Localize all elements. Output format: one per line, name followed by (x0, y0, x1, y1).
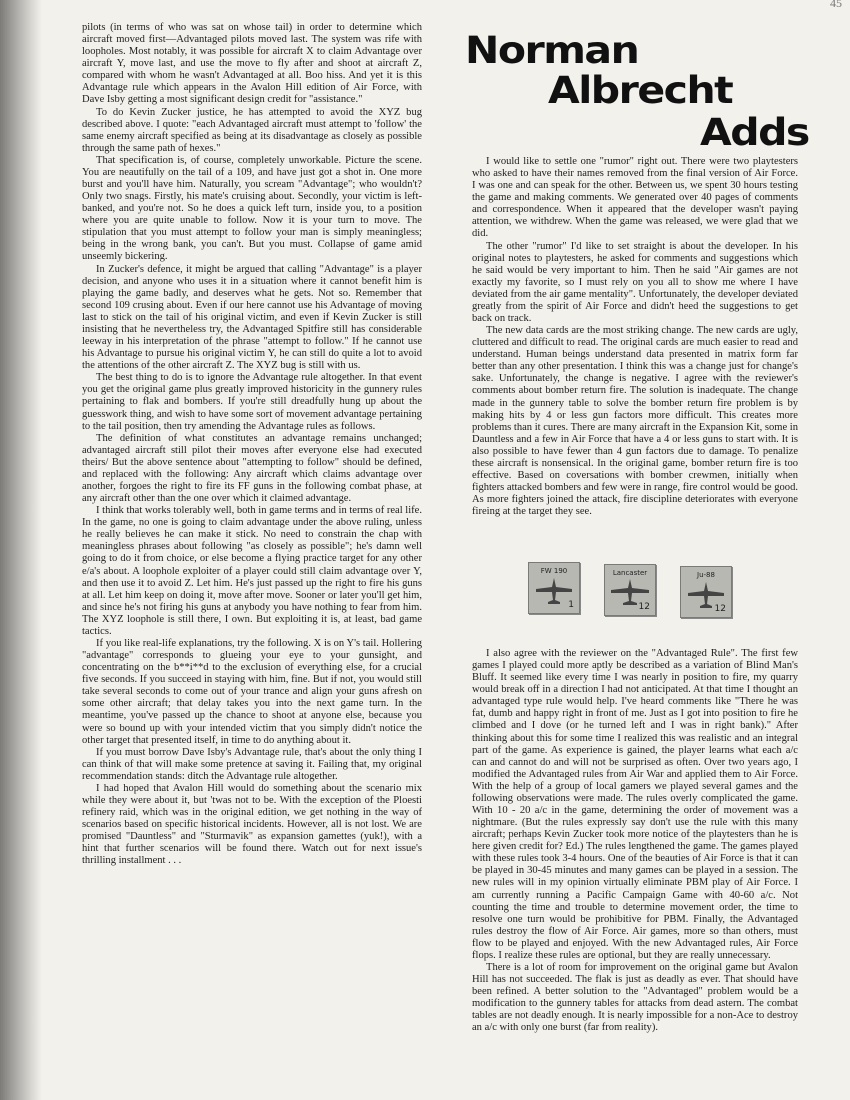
paragraph: The new data cards are the most striking change. The new cards are ugly, cluttered and difficult to read. The original cards are much easier to read and understand. Human beings understand data presented in matrix form far better than any other presentation. I think this was a change just for change's sake. Unfortunately, the change is negative. I agree with the reviewer's comments about bomber return fire. The solution is inadequate. The change made in the gunnery table to solve the bomber return fire problem is by making hits by 4 or less gun factors more difficult. This creates more problems than it cures. There are many aircraft in the Expansion Kit, some in Dauntless and a few in Air Force that have a 4 or less guns to start with. It is also possible to have fewer than 4 gun factors due to damage. To penalize these aircraft is nonsensical. In the original game, bomber return fire is too effective. Based on coversations with bomber crewmen, initially when fighters attacked bombers and few were in range, fire control would be good. As more fighters joined the attack, fire discipline deteriorates with everyone fireing at the target they see. (472, 325, 798, 518)
paragraph: In Zucker's defence, it might be argued that calling "Advantage" is a player decision, and anyone who uses it in a situation where it cannot benefit him is playing the game badly, and deserves what he gets. Not so. Remember that second 109 crusing about. Even if our here cannot use his Advantage of moving last to stick on the tail of his original victim, and even if Kevin Zucker is still insisting that he nevertheless try, the Advantaged Spitfire still has considerable leeway in his interpretation of the phrase "attempt to follow." If he cannot use his Advantage to pursue his original victim Y, he can still do quite a lot to avoid the attentions of the other aircraft Z. The XYZ bug is still with us. (82, 263, 422, 372)
game-counters (528, 562, 748, 622)
paragraph: That specification is, of course, completely unworkable. Picture the scene. You are neautifully on the tail of a 109, and have just got a shot in. One more burst and you'll have him. Naturally, you scream "Advantage"; who wouldn't? Only two snags. Firstly, his mate's cruising about. Secondly, your victim is left-banked, and you're not. So he does a quick left turn, inside you, to a position where you are quite unable to follow. Now it is your turn to move. The stipulation that you must attempt to follow your man is simply meaningless; being in the wrong bank, you can't. But you must. Collapse of game amid unseemly bickering. (82, 154, 422, 263)
counter-label: FW 190 (540, 567, 568, 575)
counter-lancaster (604, 564, 656, 616)
paragraph: If you must borrow Dave Isby's Advantage rule, that's about the only thing I can think of that will make some pretence at saving it. Failing that, my original recommendation stands: ditch the Advantage rule altogether. (82, 746, 422, 782)
paragraph: I think that works tolerably well, both in game terms and in terms of real life. In the game, no one is going to claim advantage under the above ruling, unless he really believes he can make it stick. No need to constrain the chap with meaningless phrases about following "as closely as possible"; he's damn well going to do it from choice, or else become a flying practice target for any other e/a's about. A loophole exploiter of a player could still claim advantage over Y, and then use it to avoid Z. Let him. He's just passed up the right to fire his guns at all. Let him keep on doing it, move after move. Sooner or later you'll get him, and since he's not firing his guns at anybody you have nothing to fear from him. The XYZ loophole is still there, I own. But exploiting it is, at least, bad game tactics. (82, 505, 422, 637)
page-number: 45 (830, 0, 842, 10)
counter-number: 12 (638, 602, 650, 612)
paragraph: I had hoped that Avalon Hill would do something about the scenario mix while they were about it, but 'twas not to be. With the exception of the Ploesti refinery raid, which was in the original edition, we get nothing in the way of scenarios based on specific historical incidents. However, all is not lost. We are promised "Dauntless" and "Sturmavik" as expansion gamettes (yuk!), with a hint that further scenarios will be found there. Watch out for next issue's thrilling installment . . . (82, 782, 422, 867)
article-title-line-3: Adds (700, 109, 809, 155)
article-title-line-1: Norman (465, 27, 639, 73)
paragraph: I also agree with the reviewer on the "Advantaged Rule". The first few games I played could more aptly be described as a variation of Blind Man's Bluff. It seemed like every time I was nearly in position to fire, my quarry would break off in a direction I had not anticipated. At that time I thought an advantaged type rule would help. I've heard comments like "There he was fat, dumb and happy right in front of me. Just as I got into position to fire he climbed and I dove (or he turned left and I was in right bank)." After thinking about this for some time I realized this was realistic and an integral part of the game. As experience is gained, the player learns what each a/c can and cannot do and will not be surprised as often. Over two years ago, I modified the Advantaged rules from Air War and applied them to Air Force. With the help of a group of local gamers we played several games and the following observations were made. The rules overly complicated the game. With 10 - 20 a/c in the game, determining the order of movement was a nightmare. (But the rules expressly say don't use the rule with this many aircraft; perhaps Kevin Zucker took more notice of the playtesters than he is here given credit for? Ed.) The rules lengthened the game. The games played with these rules took 3-4 hours. One of the beauties of Air Force is that it can be played in 30-45 minutes and many games can be played in a session. The new rules will in my opinion virtually eliminate PBM play of Air Force. I am currently running a Pacific Campaign Game with 40-60 a/c. Not counting the time and trouble to determine movement order, the time to resolve one turn would be prohibitive for PBM. Finally, the Advantaged rules destroy the flow of Air Force. Air games, more so than others, must flow to be played and enjoyed. With the new Advantaged rules, Air Force flops. I realize these rules are optional, but they are really unnecessary. (472, 648, 798, 961)
paragraph: The definition of what constitutes an advantage remains unchanged; advantaged aircraft still pilot their moves after everyone else had executed theirs/ But the above sentence about "attempting to follow" should be defined, and replaced with the following: Any aircraft which claims advantage over another, forgoes the right to fire its FF guns in the following combat phase, at any aircraft other than the one over which it claimed advantage. (82, 432, 422, 505)
right-column-top (472, 156, 798, 518)
left-column (82, 22, 422, 867)
paragraph: If you like real-life explanations, try the following. X is on Y's tail. Hollering "advantage" corresponds to glueing your eye to your gunsight, and concentrating on the b**i**d to the exclusion of everything else, for a crucial five seconds. If you succeed in staying with him, fine. But if not, you would still take several seconds to come out of your trance and align your guns afresh on some other aircraft; that delay takes you into the next game turn. In the meantime, you've passed up the chance to shoot at anyone else, because you were so bound up with your intended victim that you simply didn't notice the other target that presented itself, in time to do anything about it. (82, 637, 422, 746)
page-spine-shadow (0, 0, 42, 1100)
paragraph: To do Kevin Zucker justice, he has attempted to avoid the XYZ bug described above. I quote: "each Advantaged aircraft must attempt to 'follow' the same enemy aircraft specified as being at its disadvantage as closely as possible through the same path of hexes." (82, 106, 422, 154)
paragraph: The other "rumor" I'd like to set straight is about the developer. In his original notes to playtesters, he asked for comments and suggestions which he said would be very important to him. Then he said "Air games are not exactly my favorite, so I must rely on you all to show me where I have deviated from the air game mentality". Unfortunately, the developer deviated greatly from the spirit of Air Force and didn't heed the suggestions to get back on track. (472, 240, 798, 325)
counter-ju88 (680, 566, 732, 618)
counter-label: Ju-88 (697, 571, 715, 579)
counter-number: 1 (568, 600, 574, 610)
paragraph: I would like to settle one "rumor" right out. There were two playtesters who asked to have their names removed from the final version of Air Force. I was one and can speak for the other. Between us, we spent 30 hours testing the game and making comments. We generated over 40 pages of comments and correspondence. When it appeared that the developer wasn't paying attention, we withdrew. When the game was released, we were glad that we did. (472, 156, 798, 240)
paragraph: pilots (in terms of who was sat on whose tail) in order to determine which aircraft moved first—Advantaged pilots moved last. The system was rife with loopholes. Most notably, it was possible for aircraft X to claim Advantage over aircraft Y, move last, and use the move to fly after and shoot at aircraft Z, compared with whom he wasn't Advantaged at all. Boo hiss. And yet it is this Advantage rule which appears in the Avalon Hill edition of Air Force, with Dave Isby getting a most significant design credit for "assistance." (82, 22, 422, 106)
counter-number: 12 (714, 604, 726, 614)
right-column-bottom (472, 648, 798, 1035)
counter-label: Lancaster (612, 569, 648, 577)
paragraph: The best thing to do is to ignore the Advantage rule altogether. In that event you get the original game plus greatly improved historicity in the gunnery rules pertaining to flak and bombers. If you're still dreadfully hung up about the guesswork thing, and wish to have some sort of movement advantage pertaining to the tail position, then try amending the Advantage rules as follows. (82, 372, 422, 432)
paragraph: There is a lot of room for improvement on the original game but Avalon Hill has not succeeded. The flak is just as deadly as ever. That should have been refined. A better solution to the "Advantaged" problem would be a modification to the gunnery tables for attacks from dead astern. The combat tables are not deadly enough. It is nearly impossible for a non-Ace to destroy an a/c with only one burst (far from reality). (472, 962, 798, 1034)
counter-fw190 (528, 562, 580, 614)
article-title-line-2: Albrecht (548, 67, 733, 113)
